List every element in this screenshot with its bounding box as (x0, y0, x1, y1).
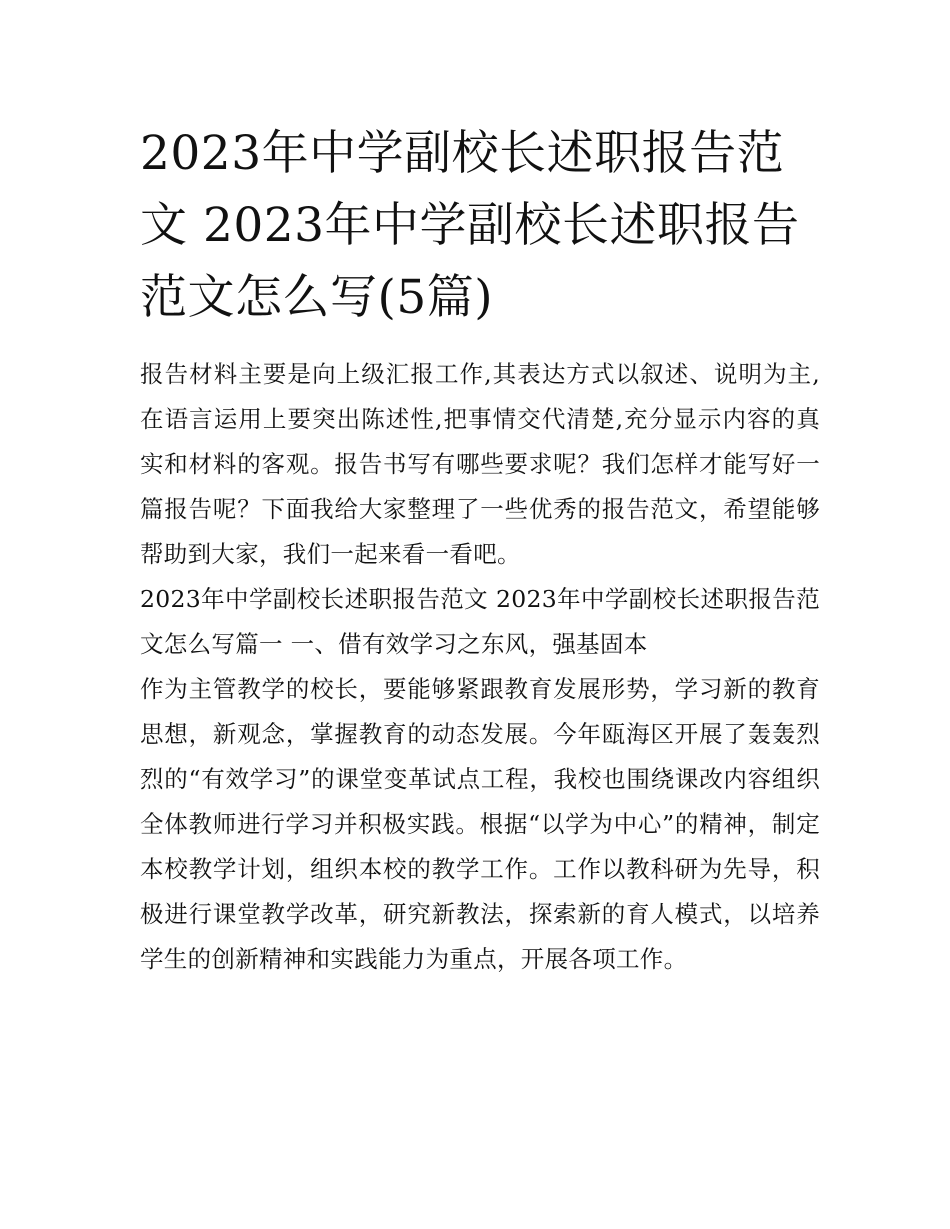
section-heading-paragraph: 2023年中学副校长述职报告范文 2023年中学副校长述职报告范文怎么写篇一 一、借有效学习之东风，强基固本 (140, 585, 820, 658)
intro-paragraph: 报告材料主要是向上级汇报工作,其表达方式以叙述、说明为主,在语言运用上要突出陈述性,把事情交代清楚,充分显示内容的真实和材料的客观。报告书写有哪些要求呢？我们怎样才能写好一篇报告呢？下面我给大家整理了一些优秀的报告范文，希望能够帮助到大家，我们一起来看一看吧。 (140, 360, 820, 568)
body-paragraph: 作为主管教学的校长，要能够紧跟教育发展形势，学习新的教育思想，新观念，掌握教育的动态发展。今年瓯海区开展了轰轰烈烈的“有效学习”的课堂变革试点工程，我校也围绕课改内容组织全体教师进行学习并积极实践。根据“以学为中心”的精神，制定本校教学计划，组织本校的教学工作。工作以教科研为先导，积极进行课堂教学改革，研究新教法，探索新的育人模式，以培养学生的创新精神和实践能力为重点，开展各项工作。 (140, 675, 820, 973)
document-page (140, 118, 820, 982)
document-title: 2023年中学副校长述职报告范文 2023年中学副校长述职报告范文怎么写(5篇) (140, 126, 800, 325)
